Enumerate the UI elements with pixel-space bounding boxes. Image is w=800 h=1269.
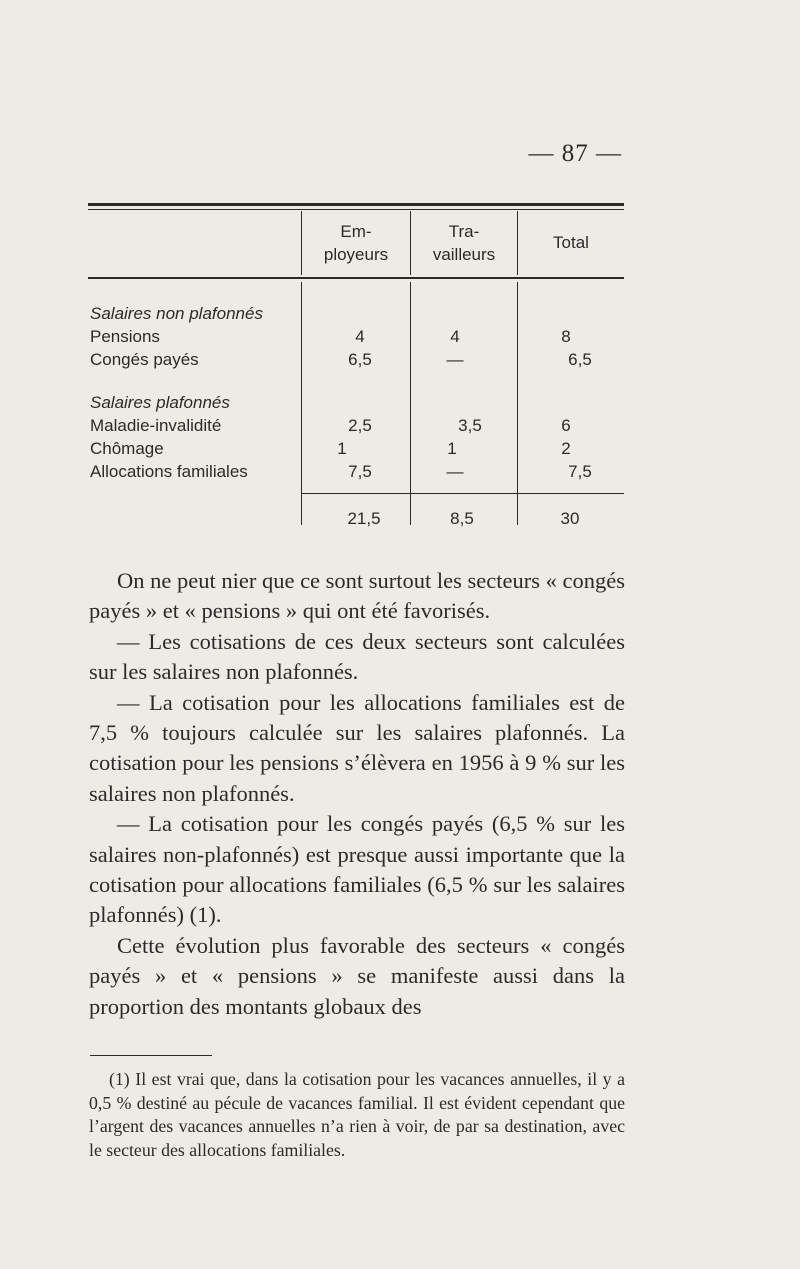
paragraph: On ne peut nier que ce sont surtout les secteurs « congés payés » et « pensions » qui ont été favorisés.	[89, 568, 625, 624]
cell-conges-travailleurs: —	[446, 350, 464, 369]
total-rule	[411, 493, 517, 494]
total-rule	[518, 493, 624, 494]
row-label-allocations-familiales: Allocations familiales	[90, 462, 248, 481]
table-header-rule	[88, 277, 624, 279]
column-header-line: vailleurs	[432, 245, 496, 264]
cell-maladie-employeurs: 2,5	[348, 416, 372, 435]
cell-maladie-travailleurs: 3,5	[458, 416, 482, 435]
section-heading-non-plafonnes: Salaires non plafonnés	[90, 304, 263, 323]
cell-pensions-total: 8	[561, 327, 571, 346]
column-separator	[301, 282, 302, 525]
cell-chomage-total: 2	[561, 439, 571, 458]
table-top-rule-thin	[88, 209, 624, 210]
row-label-chomage: Chômage	[90, 439, 164, 458]
row-label-maladie-invalidite: Maladie-invalidité	[90, 416, 222, 435]
paragraph: Cette évolution plus favorable des secteurs « congés payés » et « pensions » se manifeste aussi dans la proportion des montants globaux des	[89, 932, 625, 1019]
cell-pensions-employeurs: 4	[355, 327, 365, 346]
cell-allocations-total: 7,5	[568, 462, 592, 481]
column-header-travailleurs	[411, 220, 517, 266]
footnote	[89, 1068, 625, 1162]
cell-conges-employeurs: 6,5	[348, 350, 372, 369]
column-separator	[517, 282, 518, 525]
cell-conges-total: 6,5	[568, 350, 592, 369]
cell-chomage-employeurs: 1	[337, 439, 347, 458]
table-top-rule	[88, 203, 624, 206]
total-rule	[302, 493, 410, 494]
column-header-total: Total	[553, 233, 589, 252]
column-separator	[410, 282, 411, 525]
column-header-line: Tra-	[448, 222, 480, 241]
page-number: — 87 —	[528, 140, 622, 167]
footnote-text: (1) Il est vrai que, dans la cotisation pour les vacances annuelles, il y a 0,5 % destiné au pécule de vacances familial. Il est évident cependant que l’argent des vacances annuelles n’a rien à voir, de par sa destination, avec le secteur des allocations familiales.	[89, 1069, 625, 1160]
footnote-rule	[90, 1055, 212, 1056]
cell-allocations-employeurs: 7,5	[348, 462, 372, 481]
row-label-conges-payes: Congés payés	[90, 350, 199, 369]
cell-total-travailleurs: 8,5	[450, 509, 474, 528]
cell-total-total: 30	[560, 509, 580, 528]
column-header-employeurs	[302, 220, 410, 266]
cell-pensions-travailleurs: 4	[450, 327, 460, 346]
body-text	[89, 566, 625, 1022]
cell-total-employeurs: 21,5	[347, 509, 381, 528]
row-label-pensions: Pensions	[90, 327, 160, 346]
section-heading-plafonnes: Salaires plafonnés	[90, 393, 230, 412]
paragraph: — La cotisation pour les congés payés (6,5 % sur les salaires non-plafonnés) est presque aussi importante que la cotisation pour allocations familiales (6,5 % sur les salaires plafonnés) (1).	[89, 811, 625, 928]
paragraph: — Les cotisations de ces deux secteurs sont calculées sur les salaires non plafonnés.	[89, 628, 625, 685]
cell-allocations-travailleurs: —	[446, 462, 464, 481]
cell-maladie-total: 6	[561, 416, 571, 435]
column-header-line: Em-	[340, 222, 372, 241]
cell-chomage-travailleurs: 1	[447, 439, 457, 458]
paragraph: — La cotisation pour les allocations familiales est de 7,5 % toujours calculée sur les salaires plafonnés. La cotisation pour les pensions s’élèvera en 1956 à 9 % sur les salaires non plafonnés.	[89, 689, 625, 806]
column-header-line: ployeurs	[323, 245, 389, 264]
